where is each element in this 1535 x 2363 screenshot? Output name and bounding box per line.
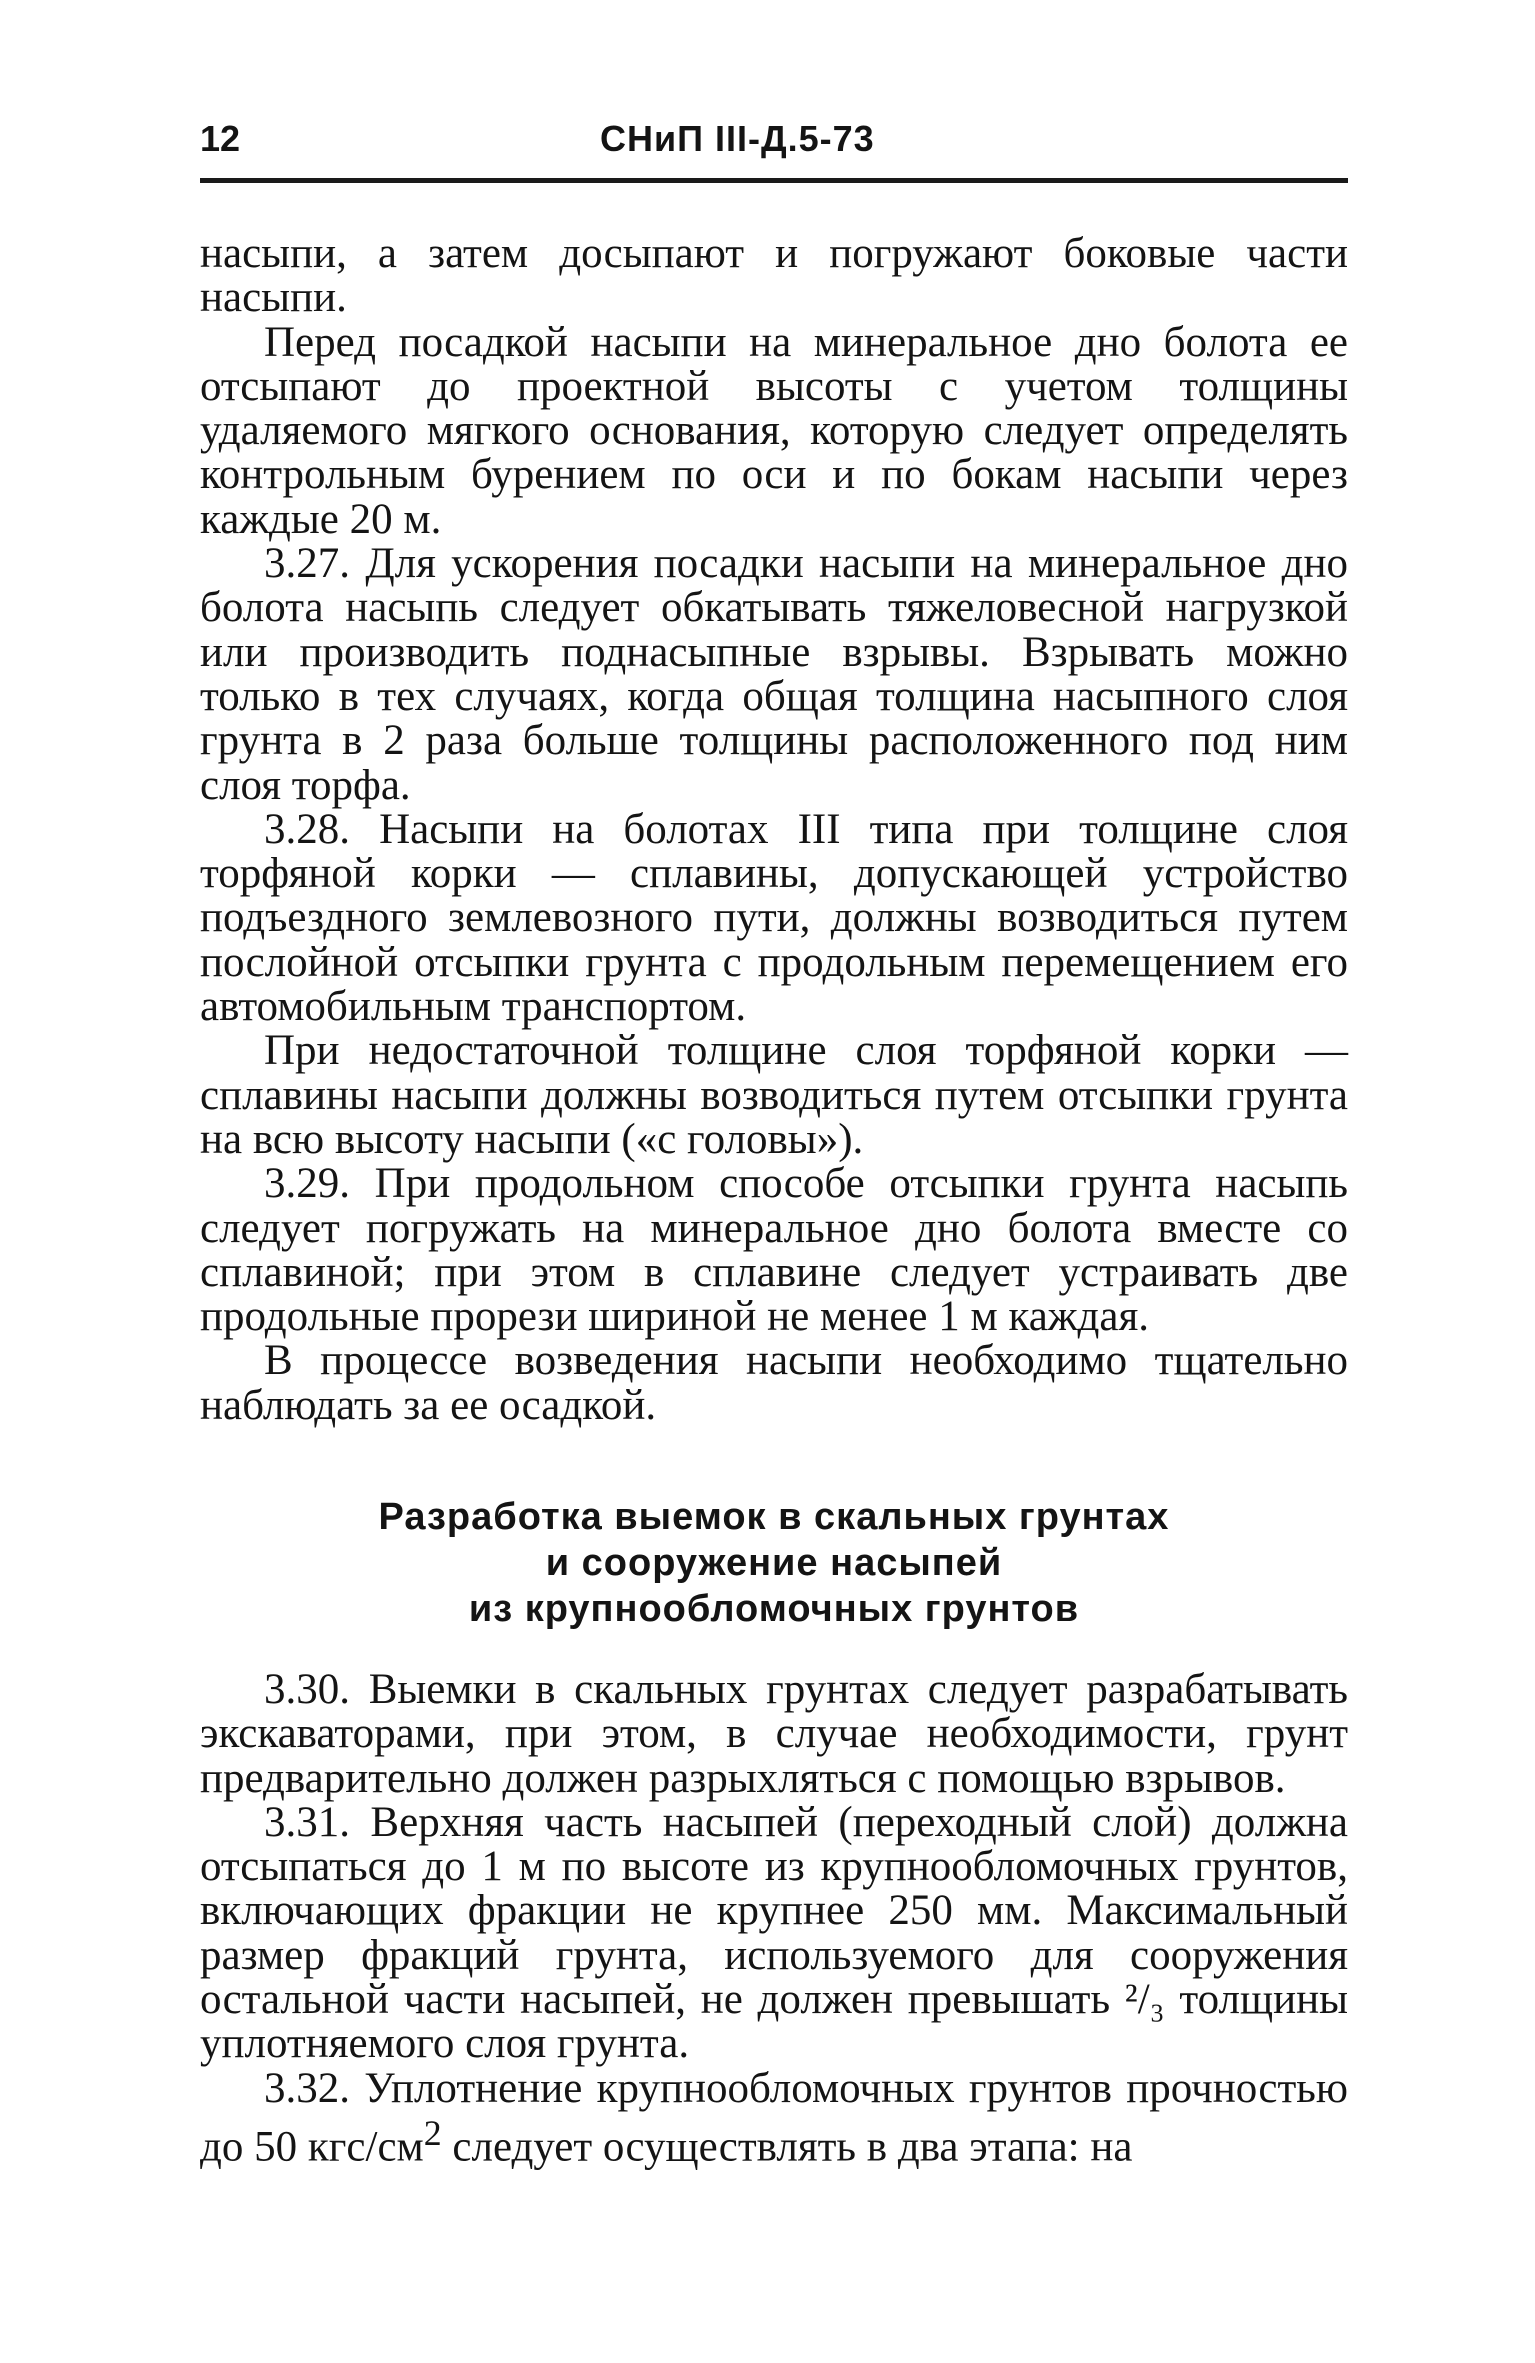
section-heading-line: и сооружение насыпей (545, 1542, 1003, 1584)
paragraph-number: 3.31. (264, 1798, 350, 1846)
running-head (200, 118, 1348, 178)
paragraph-text: При продольном способе отсыпки грунта насыпь следует погружать на минеральное дно болота вместе со сплавиной; при этом в сплавине следует устраивать две продольные прорези шириной не менее 1 м каждая. (200, 1160, 1349, 1341)
paragraph-text: Насыпи на болотах III типа при толщине слоя торфяной корки — сплавины, допускающей устройство подъездного землевозного пути, должны возводиться путем послойной отсыпки грунта с продольным перемещением его автомобильным транспортом. (200, 805, 1349, 1031)
paragraph-number: 3.27. (264, 540, 350, 588)
paragraph-3-31 (200, 1798, 1349, 2068)
paragraph-number: 3.29. (264, 1160, 350, 1208)
paragraph-3-29 (200, 1162, 1348, 1339)
fraction: ²/₃ (1124, 1976, 1165, 2024)
paragraph: Перед посадкой насыпи на минеральное дно болота ее отсыпают до проектной высоты с учетом толщины удаляемого мягкого основания, которую следует определять контрольным бурением по оси и по бокам насыпи через каждые 20 м. (200, 318, 1348, 543)
section-heading-line: из крупнообломочных грунтов (468, 1588, 1080, 1630)
paragraph-3-30 (200, 1668, 1348, 1801)
paragraph-3-28 (200, 805, 1349, 1031)
body-text-bottom (200, 1668, 1348, 2170)
paragraph-text: следует осуществлять в два этапа: на (452, 2123, 1133, 2171)
page-number: 12 (200, 118, 241, 159)
paragraph-number: 3.32. (264, 2064, 350, 2112)
superscript: 2 (423, 2112, 442, 2153)
paragraph-text: толщины уплотняемого слоя грунта. (200, 1976, 1349, 2068)
paragraph-text: Для ускорения посадки насыпи на минеральное дно болота насыпь следует обкатывать тяжеловесной нагрузкой или производить поднасыпные взрывы. Взрывать можно только в тех случаях, когда общая толщина насыпного слоя грунта в 2 раза больше толщины расположенного под ним слоя торфа. (200, 540, 1348, 809)
paragraph-number: 3.30. (264, 1666, 350, 1713)
paragraph-3-27 (200, 542, 1348, 808)
paragraph-continuation: насыпи, а затем досыпают и погружают боковые части насыпи. (200, 230, 1348, 322)
paragraph-3-32 (200, 2064, 1348, 2171)
paragraph-text: Выемки в скальных грунтах следует разрабатывать экскаваторами, при этом, в случае необходимости, грунт предварительно должен разрыхляться с помощью взрывов. (200, 1666, 1348, 1802)
paragraph-number: 3.28. (264, 805, 350, 853)
paragraph-text: Верхняя часть насыпей (переходный слой) должна отсыпаться до 1 м по высоте из крупнообломочных грунтов, включающих фракции не крупнее 250 мм. Максимальный размер фракций грунта, используемого для сооружения остальной части насыпей, не должен превышать (200, 1798, 1348, 2024)
section-heading-line: Разработка выемок в скальных грунтах (378, 1496, 1170, 1538)
paragraph: При недостаточной толщине слоя торфяной корки — сплавины насыпи должны возводиться путем отсыпки грунта на всю высоту насыпи («с головы»). (200, 1027, 1348, 1163)
body-text-top (200, 232, 1348, 1428)
section-heading (200, 1494, 1348, 1632)
header-rule (200, 178, 1348, 183)
paragraph: В процессе возведения насыпи необходимо тщательно наблюдать за ее осадкой. (200, 1337, 1348, 1429)
paragraph-text: Уплотнение крупнообломочных грунтов прочностью до 50 кгс/см (200, 2064, 1348, 2171)
document-code: СНиП III-Д.5-73 (600, 118, 875, 159)
